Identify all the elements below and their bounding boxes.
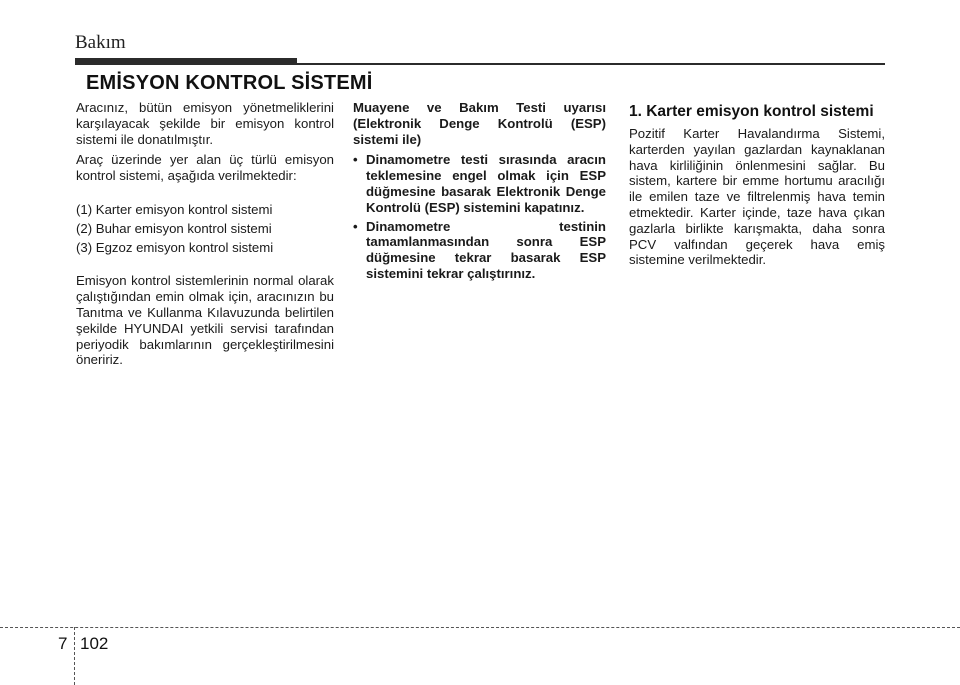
bullet-item xyxy=(353,152,606,215)
bullet-text: Dinamometre testi sırasında aracın teklemesine engel olmak için ESP düğmesine basarak Elektronik Denge Kontrolü (ESP) sistemini kapatınız. xyxy=(366,152,606,215)
intro-paragraph-1: Aracınız, bütün emisyon yönetmeliklerini karşılayacak şekilde bir emisyon kontrol sistemi ile donatılmıştır. xyxy=(76,100,334,147)
page-title: EMİSYON KONTROL SİSTEMİ xyxy=(86,72,373,94)
header-rule-thick xyxy=(75,58,297,65)
list-item: (2) Buhar emisyon kontrol sistemi xyxy=(76,220,272,236)
subsection-body: Pozitif Karter Havalandırma Sistemi, karterden yayılan gazlardan kaynaklanan hava kirliliğinin önlenmesini sağlar. Bu sistem, kartere bir emme hortumu aracılığı ile emilen taze ve filtrelenmiş hava temin etmektedir. Karter içinde, taze hava çıkan gazlarla birlikte karışmakta, daha sonra PCV valfından geçerek hava emiş sistemine verilmektedir. xyxy=(629,126,885,268)
list-item: (3) Egzoz emisyon kontrol sistemi xyxy=(76,239,274,255)
systems-list xyxy=(76,202,334,255)
column-middle xyxy=(353,100,606,285)
footer-vertical-divider xyxy=(74,627,75,685)
chapter-number: 7 xyxy=(58,634,68,653)
bullet-item xyxy=(353,219,606,282)
page-number: 102 xyxy=(80,634,109,653)
outro-paragraph: Emisyon kontrol sistemlerinin normal olarak çalıştığından emin olmak için, aracınızın bu Tanıtma ve Kullanma Kılavuzunda belirtilen şekilde HYUNDAI yetkili servisi tarafından periyodik bakımlarının gerçekleştirilmesini öneririz. xyxy=(76,273,334,368)
bullet-symbol: • xyxy=(353,218,358,234)
list-item: (1) Karter emisyon kontrol sistemi xyxy=(76,201,273,217)
warning-heading: Muayene ve Bakım Testi uyarısı (Elektronik Denge Kontrolü (ESP) sistemi ile) xyxy=(353,100,606,147)
footer-divider xyxy=(0,627,960,628)
bullet-symbol: • xyxy=(353,152,358,168)
intro-paragraph-2: Araç üzerinde yer alan üç türlü emisyon kontrol sistemi, aşağıda verilmektedir: xyxy=(76,152,334,184)
column-right xyxy=(629,100,885,268)
header-rule-thin xyxy=(297,63,885,65)
column-left xyxy=(76,100,334,368)
section-label: Bakım xyxy=(75,32,126,53)
subsection-title: 1. Karter emisyon kontrol sistemi xyxy=(629,103,874,120)
bullet-text: Dinamometre testinin tamamlanmasından sonra ESP düğmesine tekrar basarak ESP sistemini tekrar çalıştırınız. xyxy=(366,218,606,281)
